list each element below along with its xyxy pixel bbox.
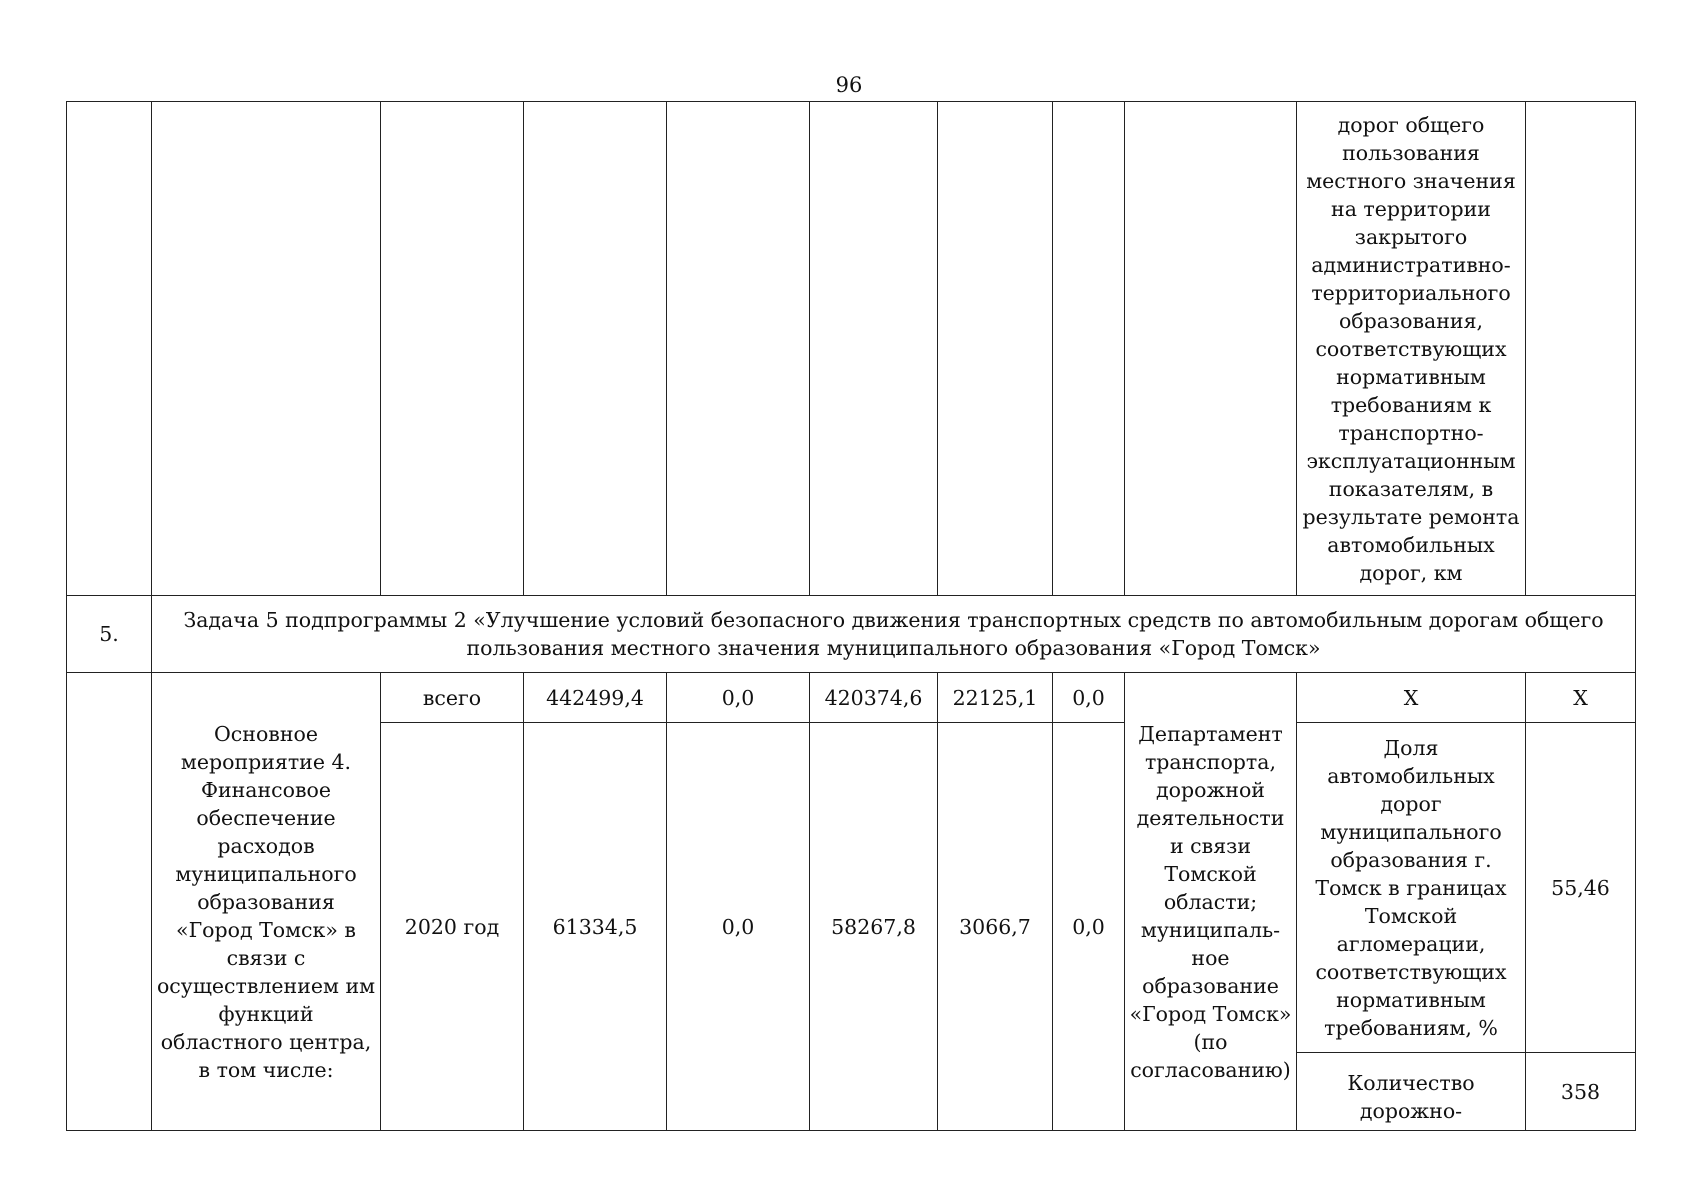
total-regional: 420374,6 [810, 673, 938, 723]
year-federal: 0,0 [667, 723, 810, 1131]
task-text: Задача 5 подпрограммы 2 «Улучшение условий безопасного движения транспортных средств по автомобильным дорогам общего пользования местного значения муниципального образования «Город Томск» [152, 596, 1636, 673]
total-other: 0,0 [1053, 673, 1125, 723]
cont-cell-federal [667, 102, 810, 596]
cont-cell-regional [810, 102, 938, 596]
task-number: 5. [67, 596, 152, 673]
indicator-name-2: Количество дорожно- [1297, 1053, 1526, 1131]
cont-cell-local [938, 102, 1053, 596]
total-local: 22125,1 [938, 673, 1053, 723]
total-value: Х [1526, 673, 1636, 723]
indicator-value-2: 358 [1526, 1053, 1636, 1131]
total-federal: 0,0 [667, 673, 810, 723]
activity-number-cell [67, 673, 152, 1131]
cont-cell-name [152, 102, 381, 596]
total-indicator: Х [1297, 673, 1526, 723]
total-period: всего [381, 673, 524, 723]
activity-total-row [67, 673, 1636, 723]
task-row [67, 596, 1636, 673]
indicator-value-1: 55,46 [1526, 723, 1636, 1053]
continuation-row [67, 102, 1636, 596]
cont-indicator-text: дорог общего пользования местного значения на территории закрытого административно-территориального образования, соответствующих нормативным требованиям к транспортно-эксплуатационным показателям, в результате ремонта автомобильных дорог, км [1297, 102, 1526, 596]
year-sum: 61334,5 [524, 723, 667, 1131]
year-local: 3066,7 [938, 723, 1053, 1131]
cont-cell-total [524, 102, 667, 596]
activity-name: Основное мероприятие 4. Финансовое обеспечение расходов муниципального образования «Город Томск» в связи с осуществлением им функций областного центра, в том числе: [152, 673, 381, 1131]
year-other: 0,0 [1053, 723, 1125, 1131]
year-regional: 58267,8 [810, 723, 938, 1131]
page-number: 96 [835, 73, 863, 97]
program-table [66, 101, 1636, 1131]
cont-cell-executor [1125, 102, 1297, 596]
cont-cell-other [1053, 102, 1125, 596]
year-period: 2020 год [381, 723, 524, 1131]
cont-cell-number [67, 102, 152, 596]
cont-cell-value [1526, 102, 1636, 596]
indicator-name-1: Доля автомобильных дорог муниципального образования г. Томск в границах Томской агломерации, соответствующих нормативным требованиям, % [1297, 723, 1526, 1053]
activity-executor: Департамент транспорта, дорожной деятельности и связи Томской области; муниципаль-ное образование «Город Томск» (по согласованию) [1125, 673, 1297, 1131]
cont-cell-period [381, 102, 524, 596]
total-sum: 442499,4 [524, 673, 667, 723]
